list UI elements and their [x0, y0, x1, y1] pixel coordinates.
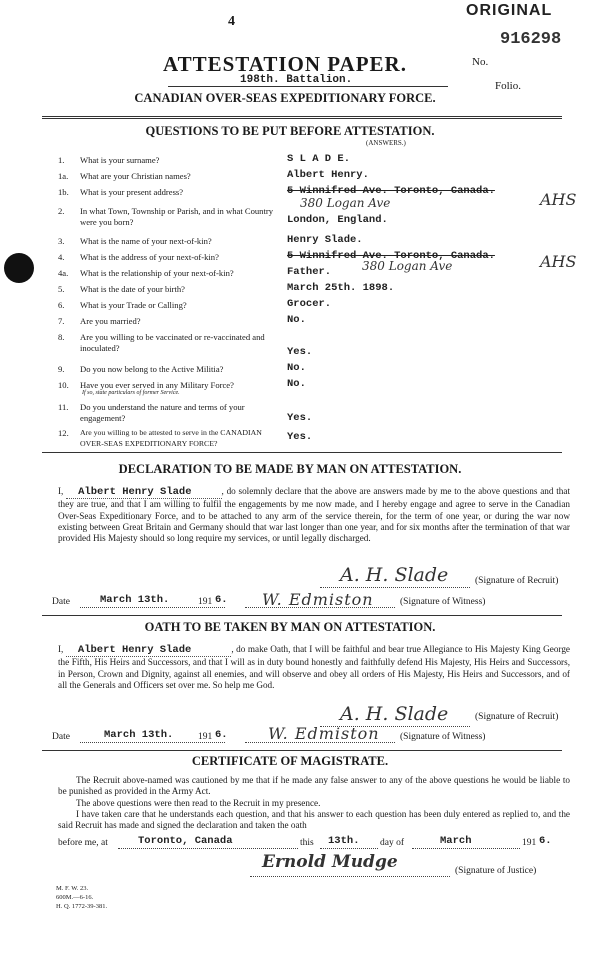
footer-form-code: M. F. W. 23. — [56, 885, 89, 892]
justice-signature: Ernold Mudge — [262, 852, 398, 872]
answer-10: No. — [287, 378, 306, 390]
oath-date-label: Date — [52, 732, 70, 742]
day-of-label: day of — [380, 838, 405, 848]
sig-justice-label: (Signature of Justice) — [455, 866, 537, 876]
serial-number: 916298 — [500, 30, 562, 49]
sig-witness-label: (Signature of Witness) — [400, 597, 486, 607]
answer-1: S L A D E. — [287, 153, 351, 165]
footer-hq-ref: H. Q. 1772-39-381. — [56, 903, 108, 910]
answer-2: London, England. — [287, 214, 388, 226]
attestation-paper: 4 ORIGINAL No. 916298 Folio. ATTESTATION PAPER. 198th. Battalion. CANADIAN OVER-SEAS EXPEDITIONARY FORCE. QUESTIONS TO BE PUT BEFORE ATTESTATION. (ANSWERS.) 1. What is your surname? S L A D E. 1a. What are your Christian names? Albert Henry. 1b. What is your present address? 5 Winnifred Ave. Toronto, Canada. 380 Logan Ave 2. In what Town, Township or Parish, and in what Country were you born? London, England. 3. What is the name of your next-of-kin? Henry Slade. 4. What is the address of your next-of-kin? 5 Winnifred Ave. Toronto, Canada. 4a. What is the relationship of your next-of-kin? Father. 380 Logan Ave 5. What is the date of your birth? March 25th. 1898. 6. What is your Trade or Calling? Grocer. 7. Are you married? No. 8. Are you willing to be vaccinated or re-vaccinated and inoculated? Yes. 9. Do you now belong to the Active Militia? No. 10. Have you ever served in any Military Force? If so, state particulars of former Service. No. 11. Do you understand the nature and terms of your engagement? Yes. 12. Are you willing to be attested to serve in the CANADIAN OVER-SEAS EXPEDITIONARY FORCE? Yes. AHS AHS DECLARATION TO BE MADE BY MAN ON ATTESTATION. I, Albert Henry Slade , do solemnly declare that the above are answers made by me to the above questions and that they are true, and that I am willing to fulfil the engagements by me now made, and I hereby engage and agree to serve in the Canadian Over-Seas Expeditionary Force, and to be attached to any arm of the service therein, for the term of one year, or during the war now existing between Great Britain and Germany should that war last longer than one year, and for six months after the termination of that war provided His Majesty should so long require my services, or until legally discharged. A. H. Slade (Signature of Recruit) Date March 13th. 191 6. W. Edmiston (Signature of Witness) OATH TO BE TAKEN BY MAN ON ATTESTATION. I, Albert Henry Slade , do make Oath, that I will be faithful and bear true Allegiance to His Majesty King George the Fifth, His Heirs and Successors, and that I will as in duty bound honestly and faithfully defend His Majesty, His Heirs and Successors, in Person, Crown and Dignity, against all enemies, and will observe and obey all orders of His Majesty, His Heirs and Successors, and of all the Generals and Officers set over me. So help me God. A. H. Slade (Signature of Recruit) Date March 13th. 191 6. W. Edmiston (Signature of Witness) CERTIFICATE OF MAGISTRATE. The Recruit above-named was cautioned by me that if he made any false answer to any of the above questions he would be liable to be punished as provided in the Army Act. The above questions were then read to the Recruit in my presence. I have taken care that he understands each question, and that his answer to each question has been duly entered as replied to, and the said Recruit has made and signed the declaration and taken the oath before me, at Toronto, Canada this 13th. day of March 191 6. Ernold Mudge (Signature of Justice) M. F. W. 23. 600M.—6-16. H. Q. 1772-39-381. — [0, 0, 600, 969]
divider — [42, 452, 562, 453]
divider — [42, 116, 562, 119]
declaration-year-prefix: 191 — [198, 597, 213, 607]
answer-7: No. — [287, 314, 306, 326]
answer-4: 5 Winnifred Ave. Toronto, Canada. — [287, 250, 495, 262]
answer-4a: Father. — [287, 266, 332, 278]
recruit-initials-1: AHS — [540, 190, 577, 209]
folio-label: Folio. — [495, 80, 521, 92]
oath-recruit-signature: A. H. Slade — [340, 703, 449, 725]
questions-heading: QUESTIONS TO BE PUT BEFORE ATTESTATION. — [145, 124, 435, 138]
form-title: ATTESTATION PAPER. — [163, 52, 407, 76]
answer-12: Yes. — [287, 431, 313, 443]
certificate-place: Toronto, Canada — [138, 835, 233, 847]
date-line — [80, 607, 225, 608]
no-label: No. — [472, 56, 489, 68]
this-label: this — [300, 838, 314, 848]
certificate-year-prefix: 191 — [522, 838, 537, 848]
declaration-name: Albert Henry Slade — [66, 487, 221, 499]
answer-5: March 25th. 1898. — [287, 282, 395, 294]
certificate-year-suffix: 6. — [539, 835, 552, 847]
declaration-witness-signature: W. Edmiston — [262, 590, 374, 609]
signature-line — [320, 587, 470, 588]
sig-recruit-label: (Signature of Recruit) — [475, 576, 559, 586]
answers-label: (ANSWERS.) — [366, 139, 406, 147]
footer-print-run: 600M.—6-16. — [56, 894, 94, 901]
answer-8: Yes. — [287, 346, 313, 358]
answer-1a: Albert Henry. — [287, 169, 369, 181]
oath-heading: OATH TO BE TAKEN BY MAN ON ATTESTATION. — [144, 620, 436, 634]
place-line — [118, 848, 298, 849]
answer-1b: 5 Winnifred Ave. Toronto, Canada. — [287, 185, 495, 197]
original-stamp: ORIGINAL — [466, 2, 553, 19]
force-name: CANADIAN OVER-SEAS EXPEDITIONARY FORCE. — [134, 91, 436, 105]
answer-1b-correction: 380 Logan Ave — [300, 196, 391, 210]
declaration-year-suffix: 6. — [215, 594, 228, 606]
oath-sig-witness-label: (Signature of Witness) — [400, 732, 486, 742]
battalion-underline — [168, 86, 448, 87]
declaration-date: March 13th. — [100, 594, 170, 606]
divider — [42, 750, 562, 751]
oath-text: I, Albert Henry Slade , do make Oath, that I will be faithful and bear true Allegiance to His Majesty King George the Fifth, His Heirs and Successors, and that I will as in duty bound honestly and faithfully defend His Majesty, His Heirs and Successors, in Person, Crown and Dignity, against all enemies, and will observe and obey all orders of His Majesty, His Heirs and Successors, and of all the Generals and Officers set over me. So help me God. — [58, 644, 571, 690]
date-line — [80, 742, 225, 743]
certificate-month: March — [440, 835, 472, 847]
declaration-heading: DECLARATION TO BE MADE BY MAN ON ATTESTATION. — [118, 462, 462, 476]
divider — [42, 615, 562, 616]
oath-sig-recruit-label: (Signature of Recruit) — [475, 712, 559, 722]
certificate-p3: I have taken care that he understands each question, and that his answer to each question has been duly entered as replied to, and the said Recruit has made and signed the declaration and taken the oath — [58, 809, 570, 831]
answer-9: No. — [287, 362, 306, 374]
oath-year-prefix: 191 — [198, 732, 213, 742]
declaration-text: I, Albert Henry Slade , do solemnly declare that the above are answers made by me to the above questions and that they are true, and that I am willing to fulfil the engagements by me now made, and I hereby engage and agree to serve in the Canadian Over-Seas Expeditionary Force, and to be attached to any arm of the service therein, for the term of one year, or during the war now existing between Great Britain and Germany should that war last longer than one year, and for six months after the termination of that war provided His Majesty should so long require my services, or until legally discharged. — [58, 486, 570, 544]
witness-line — [245, 742, 395, 743]
oath-date: March 13th. — [104, 729, 174, 741]
oath-year-suffix: 6. — [215, 729, 228, 741]
certificate-day: 13th. — [328, 835, 360, 847]
recruit-initials-2: AHS — [540, 252, 577, 271]
answer-4a-correction: 380 Logan Ave — [362, 259, 453, 273]
before-me-label: before me, at — [58, 838, 108, 848]
punch-hole — [4, 253, 34, 283]
battalion: 198th. Battalion. — [240, 74, 353, 86]
witness-line — [245, 607, 395, 608]
certificate-p2: The above questions were then read to the Recruit in my presence. — [76, 798, 321, 808]
answer-11: Yes. — [287, 412, 313, 424]
declaration-recruit-signature: A. H. Slade — [340, 564, 449, 586]
declaration-date-label: Date — [52, 597, 70, 607]
month-line — [412, 848, 520, 849]
justice-line — [250, 876, 450, 877]
oath-witness-signature: W. Edmiston — [268, 724, 380, 743]
question-10-note: If so, state particulars of former Service. — [82, 390, 180, 396]
certificate-p1: The Recruit above-named was cautioned by me that if he made any false answer to any of the above questions he would be liable to be punished as provided in the Army Act. — [58, 775, 570, 797]
day-line — [320, 848, 378, 849]
oath-name: Albert Henry Slade — [66, 645, 231, 657]
answer-6: Grocer. — [287, 298, 332, 310]
answer-3: Henry Slade. — [287, 234, 363, 246]
certificate-heading: CERTIFICATE OF MAGISTRATE. — [191, 754, 389, 768]
page-number: 4 — [228, 14, 235, 29]
